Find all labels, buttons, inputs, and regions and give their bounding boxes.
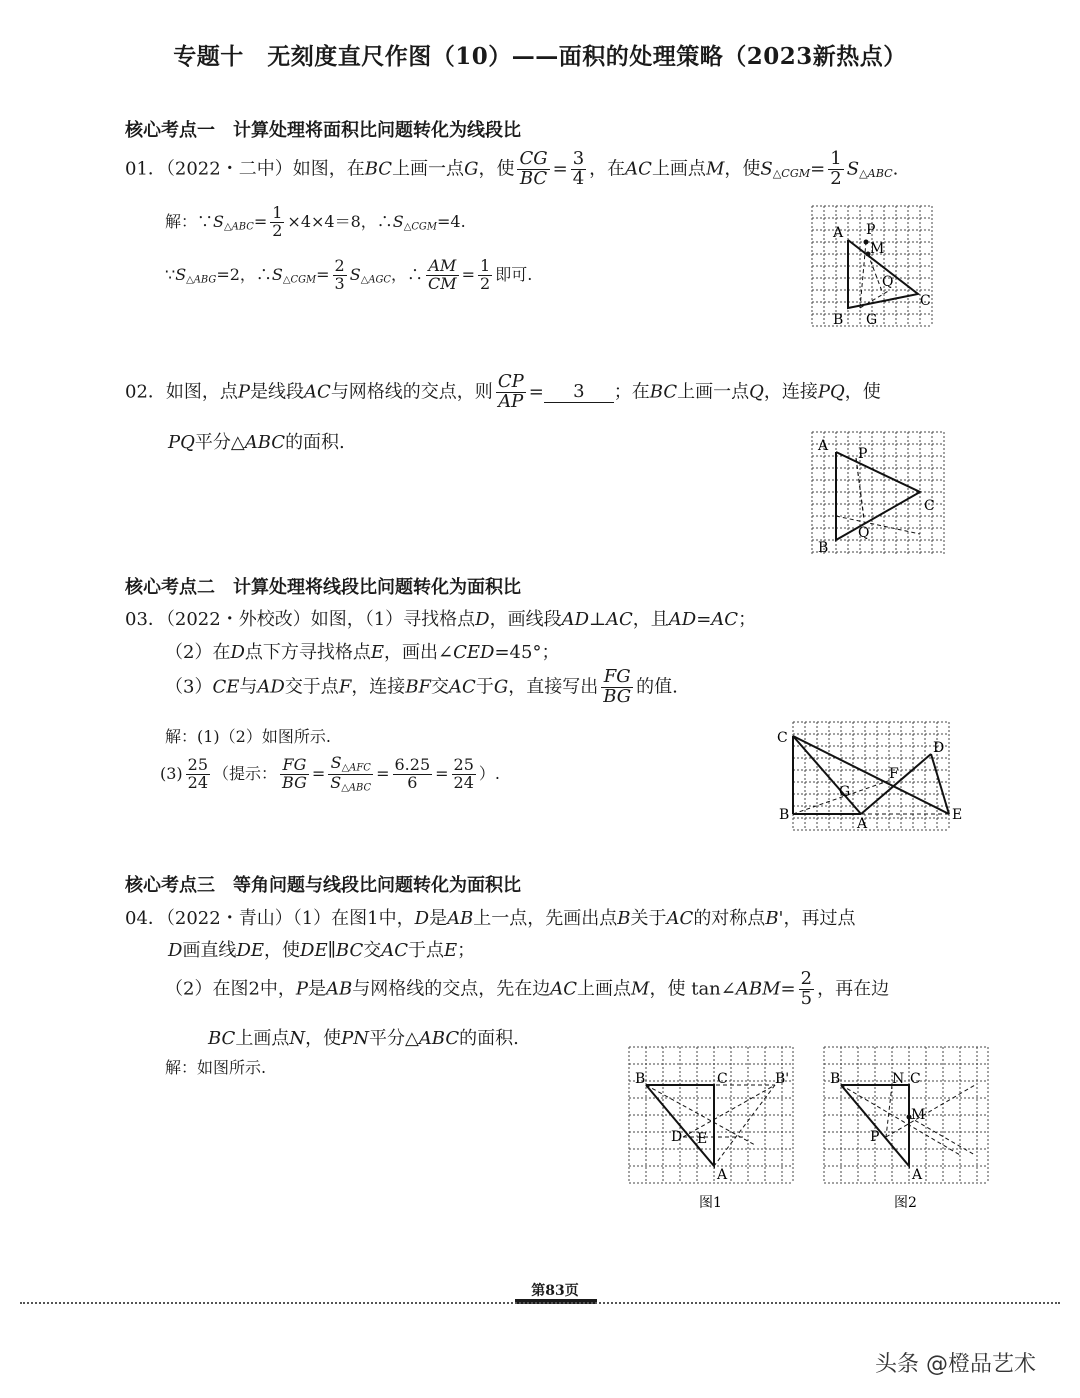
- fig4a-label-B: B: [635, 1071, 646, 1087]
- fig2-label-B: B: [818, 540, 829, 556]
- solution-01-line2: $\because S_{\triangle ABG}=2$，$\therefore S_{\triangle CGM}=$ $\frac{2}{3}$ $S_{\triangle AGC}$，∴ $\frac{AM}{CM}$ = $\frac{1}{2}$ 即可.: [165, 256, 533, 293]
- figure-q3-grid: [775, 718, 965, 834]
- fig4a-label-E: E: [697, 1131, 708, 1147]
- figure-q1-grid: [808, 204, 938, 330]
- fig4b-label-N: N: [892, 1071, 905, 1087]
- fig1-label-G: G: [866, 312, 878, 328]
- fig4b-label-A: A: [912, 1167, 923, 1183]
- fig1-label-Q: Q: [882, 274, 894, 290]
- section-heading-1: 核心考点一 计算处理将面积比问题转化为线段比: [125, 120, 521, 141]
- section-heading-3: 核心考点三 等角问题与线段比问题转化为面积比: [125, 875, 521, 896]
- fig2-label-C: C: [924, 498, 935, 514]
- footer-divider: [20, 1302, 1060, 1304]
- figure-q4-fig1: [625, 1045, 797, 1217]
- fig4b-caption: 图2: [894, 1195, 917, 1211]
- fig2-label-P: P: [858, 446, 868, 462]
- question-04-line2: D画直线DE，使DE∥BC交AC于点E；: [168, 940, 476, 961]
- fig4a-label-A: A: [717, 1167, 728, 1183]
- page-title: 专题十 无刻度直尺作图（10）——面积的处理策略（2023新热点）: [173, 43, 907, 70]
- fig3-label-G: G: [839, 784, 851, 800]
- fig4a-label-C: C: [717, 1071, 728, 1087]
- solution-03-line1: 解：(1)（2）如图所示.: [165, 727, 331, 746]
- fig4a-caption: 图1: [699, 1195, 722, 1211]
- figure-q4-fig2: [820, 1045, 992, 1217]
- fig4b-label-C: C: [910, 1071, 921, 1087]
- question-02-line1: 02．如图，点P是线段AC与网格线的交点，则 $\frac{CP}{AP}$ = 3 ；在BC上画一点Q，连接PQ，使: [125, 371, 881, 412]
- fig3-label-D: D: [933, 740, 945, 756]
- solution-04: 解：如图所示.: [165, 1058, 267, 1077]
- solution-03-line2: (3) $\frac{25}{24}$ （提示： $\frac{FG}{BG}$ = $\frac{S_{\triangle AFC}}{S_{\triangle ABC}}$ = $\frac{6.25}{6}$ = $\frac{25}{24}$ ）.: [160, 753, 500, 794]
- fig1-label-B: B: [833, 312, 844, 328]
- fig1-label-C: C: [920, 293, 931, 309]
- fig1-label-P: P: [866, 222, 876, 238]
- question-04-line4: BC上画点N，使PN平分△ABC的面积.: [208, 1028, 519, 1049]
- question-04-line3: （2）在图2中，P是AB与网格线的交点，先在边AC上画点M，使 tan∠ABM= $\frac{2}{5}$ ，再在边: [165, 968, 890, 1009]
- fig4b-label-P: P: [870, 1129, 880, 1145]
- figure-q2-grid: [808, 430, 948, 560]
- question-03-line2: （2）在D点下方寻找格点E，画出∠CED=45°；: [165, 642, 560, 663]
- fig2-label-A: A: [818, 438, 829, 454]
- page-number: 第83页: [531, 1283, 579, 1299]
- fig3-label-E: E: [952, 807, 963, 823]
- watermark: 头条 @橙品艺术: [875, 1352, 1036, 1377]
- fig2-label-Q: Q: [858, 525, 870, 541]
- fig4b-label-M: M: [911, 1107, 926, 1123]
- fig3-label-A: A: [857, 816, 868, 832]
- fig3-label-C: C: [777, 730, 788, 746]
- question-04-line1: 04．（2022・青山）（1）在图1中，D是AB上一点，先画出点B关于AC的对称点B'，再过点: [125, 908, 856, 929]
- solution-01-line1: 解：$\because S_{\triangle ABC}=$ $\frac{1}{2}$ ×4×4＝8，$\therefore S_{\triangle CGM}=4$.: [165, 203, 466, 240]
- fig4b-label-B: B: [830, 1071, 841, 1087]
- fig3-label-B: B: [779, 807, 790, 823]
- question-02-line2: PQ平分△ABC的面积.: [168, 432, 345, 453]
- fig4a-label-Bprime: B': [775, 1071, 790, 1087]
- fig1-label-M: M: [870, 241, 885, 257]
- fig1-label-A: A: [833, 225, 844, 241]
- question-03-line1: 03．（2022・外校改）如图，（1）寻找格点D，画线段AD⊥AC，且AD=AC；: [125, 609, 757, 630]
- section-heading-2: 核心考点二 计算处理将线段比问题转化为面积比: [125, 577, 521, 598]
- fig4a-label-D: D: [671, 1129, 683, 1145]
- answer-blank-q2: 3: [544, 381, 614, 403]
- question-03-line3: （3）CE与AD交于点F，连接BF交AC于G，直接写出 $\frac{FG}{BG}$ 的值.: [165, 666, 678, 707]
- fraction-cg-bc: $\frac{CG}{BC}$: [519, 148, 548, 189]
- question-01: 01．（2022・二中）如图，在BC上画一点G，使 $\frac{CG}{BC}$ = $\frac{3}{4}$ ，在AC上画点M，使$S_{\triangle CGM}=$ $\frac{1}{2}$ $S_{\triangle ABC}$.: [125, 148, 899, 189]
- fig3-label-F: F: [889, 766, 899, 782]
